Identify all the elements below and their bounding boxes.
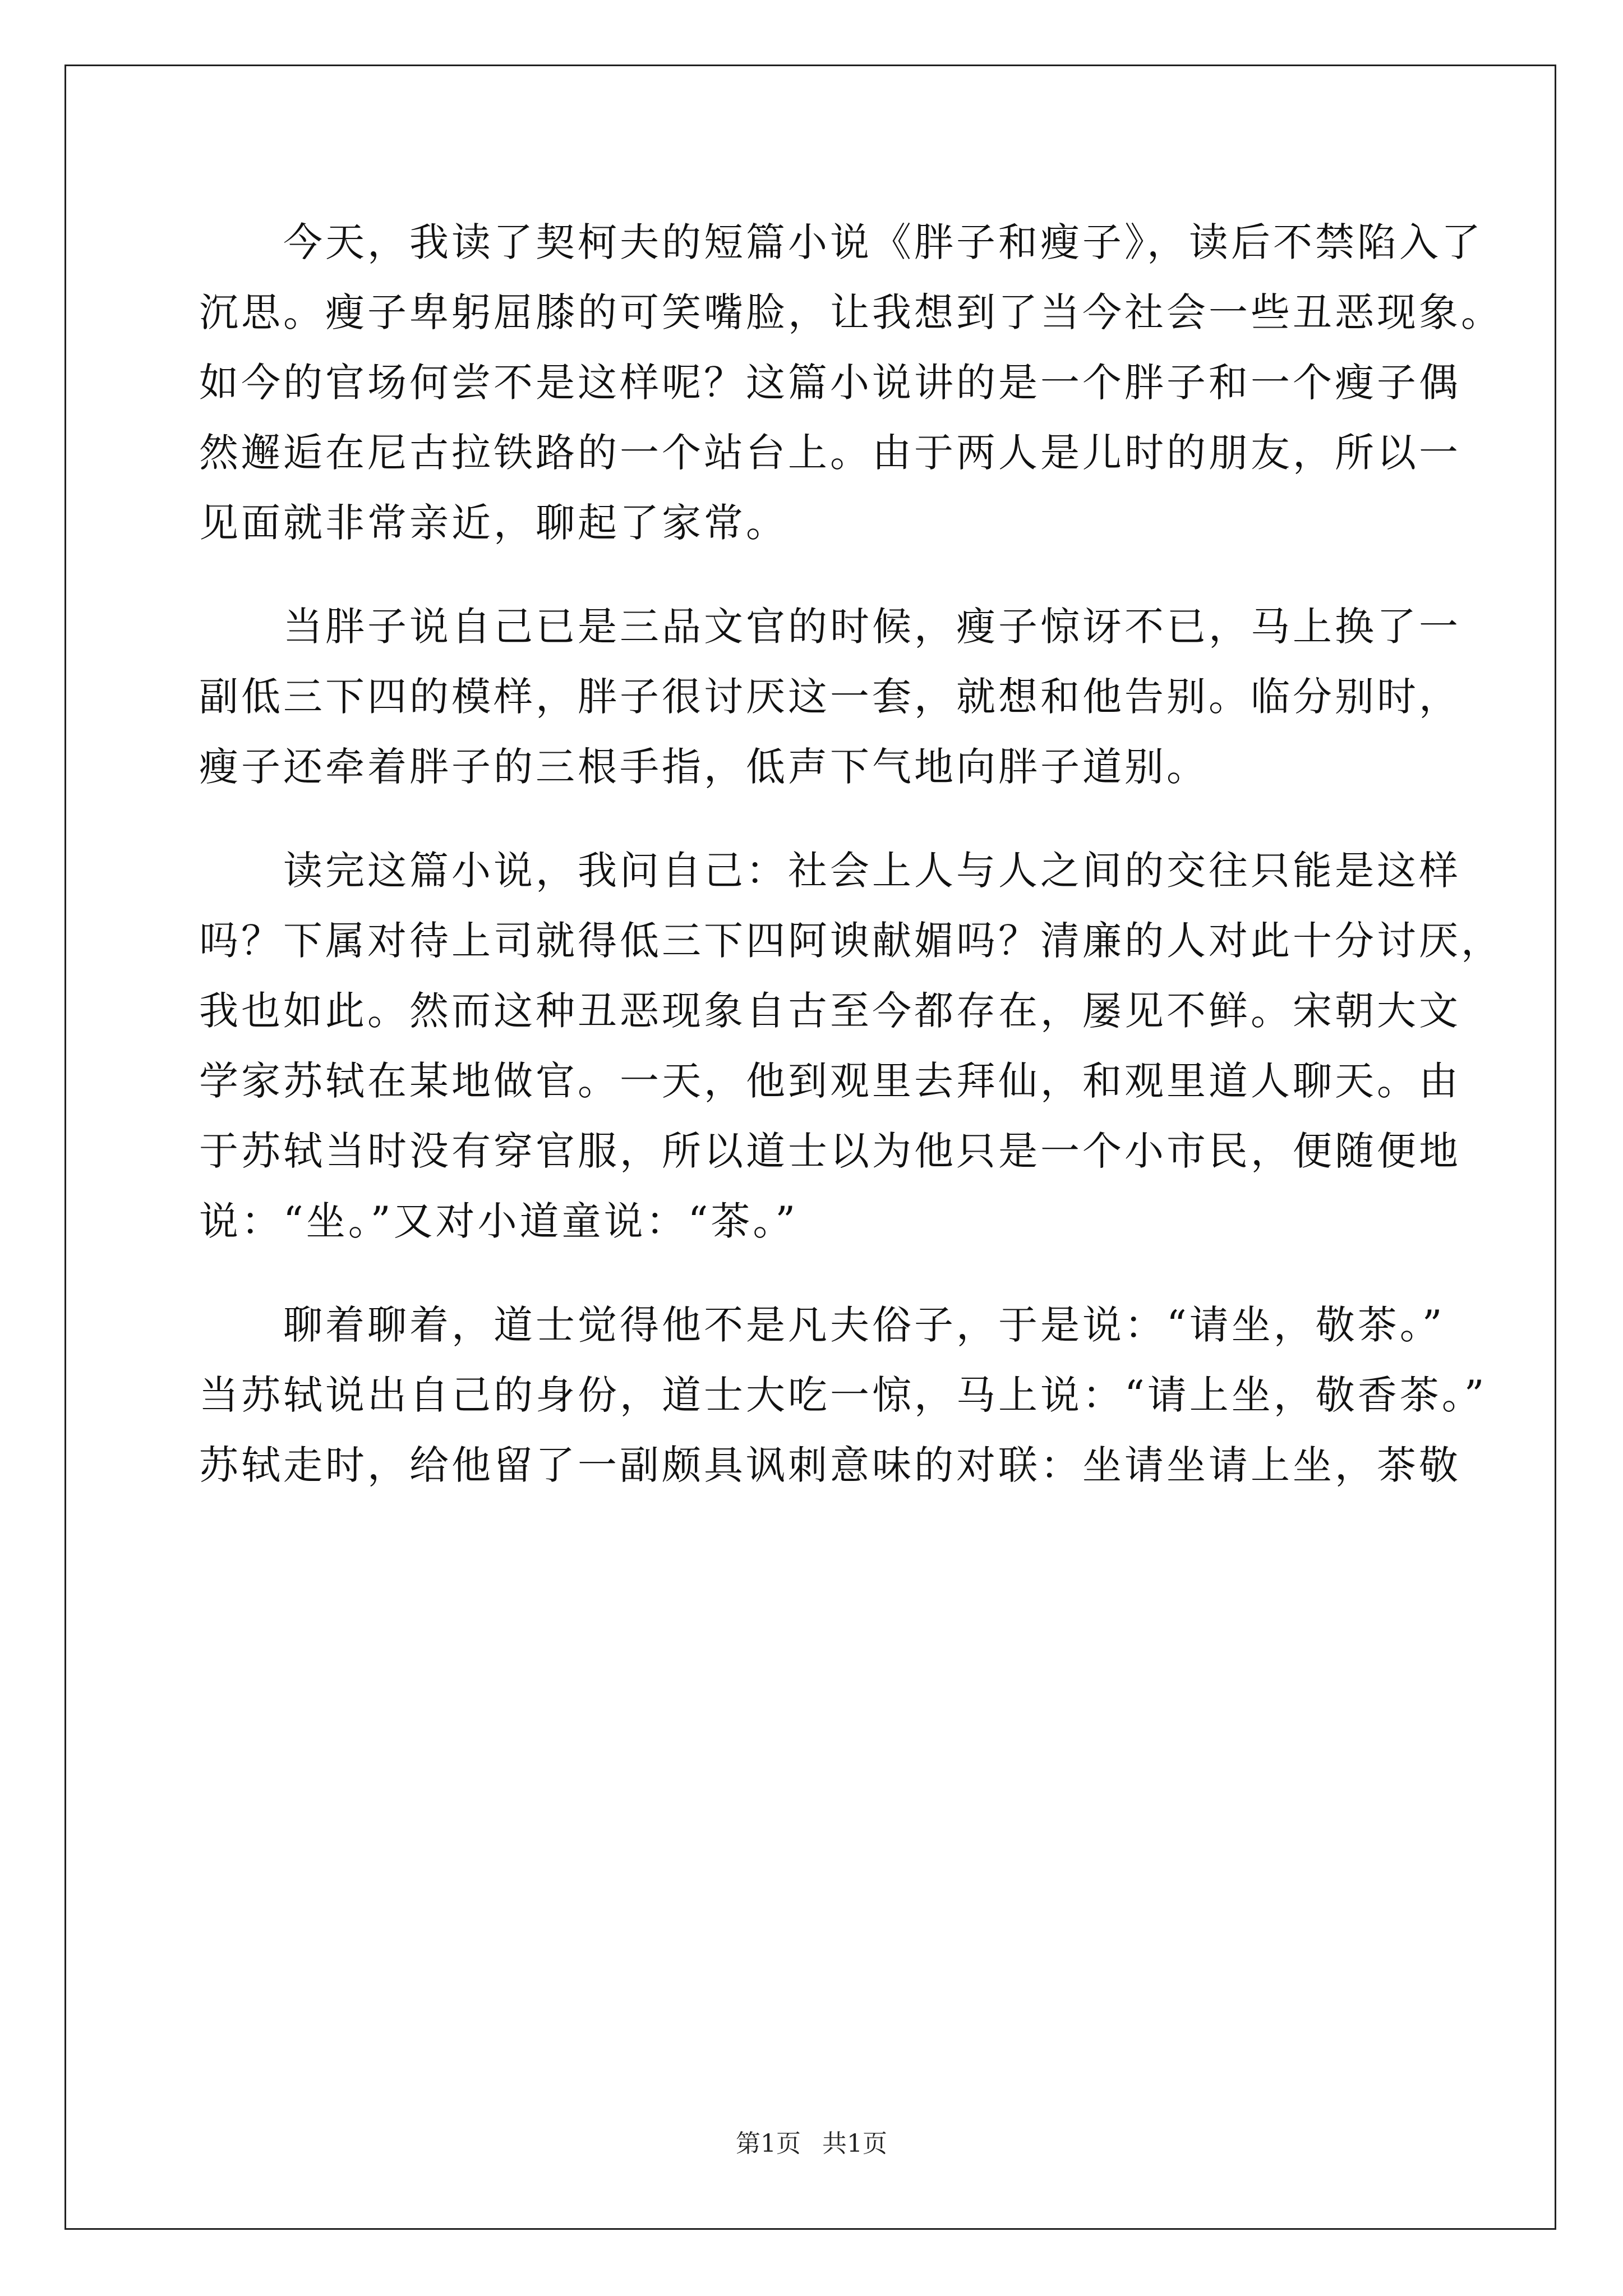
text-line: 吗？下属对待上司就得低三下四阿谀献媚吗？清廉的人对此十分讨厌， — [199, 918, 1503, 964]
text-line: 瘦子还牵着胖子的三根手指，低声下气地向胖子道别。 — [199, 744, 1209, 790]
text-line: 说：“坐。”又对小道童说：“茶。” — [199, 1198, 799, 1244]
text-line: 当胖子说自己已是三品文官的时候，瘦子惊讶不已，马上换了一 — [283, 604, 1461, 650]
text-line: 沉思。瘦子卑躬屈膝的可笑嘴脸，让我想到了当今社会一些丑恶现象。 — [199, 289, 1503, 335]
text-line: 然邂逅在尼古拉铁路的一个站台上。由于两人是儿时的朋友，所以一 — [199, 430, 1461, 476]
text-line: 副低三下四的模样，胖子很讨厌这一套，就想和他告别。临分别时， — [199, 674, 1461, 720]
text-line: 苏轼走时，给他留了一副颇具讽刺意味的对联：坐请坐请上坐，茶敬 — [199, 1442, 1461, 1488]
text-line: 学家苏轼在某地做官。一天，他到观里去拜仙，和观里道人聊天。由 — [199, 1058, 1461, 1104]
text-line: 聊着聊着，道士觉得他不是凡夫俗子，于是说：“请坐，敬茶。” — [283, 1302, 1445, 1348]
page-total: 共1页 — [822, 2129, 887, 2158]
text-line: 如今的官场何尝不是这样呢？这篇小说讲的是一个胖子和一个瘦子偶 — [199, 360, 1461, 406]
page-number: 第1页 — [736, 2129, 801, 2158]
text-line: 我也如此。然而这种丑恶现象自古至今都存在，屡见不鲜。宋朝大文 — [199, 988, 1461, 1034]
text-line: 见面就非常亲近，聊起了家常。 — [199, 500, 788, 546]
text-line: 当苏轼说出自己的身份，道士大吃一惊，马上说：“请上坐，敬香茶。” — [199, 1372, 1487, 1418]
text-line: 于苏轼当时没有穿官服，所以道士以为他只是一个小市民，便随便地 — [199, 1128, 1461, 1174]
text-line: 读完这篇小说，我问自己：社会上人与人之间的交往只能是这样 — [283, 848, 1461, 894]
text-line: 今天，我读了契柯夫的短篇小说《胖子和瘦子》，读后不禁陷入了 — [283, 219, 1483, 265]
page-footer — [0, 2123, 1623, 2159]
document-body — [199, 208, 1503, 1501]
